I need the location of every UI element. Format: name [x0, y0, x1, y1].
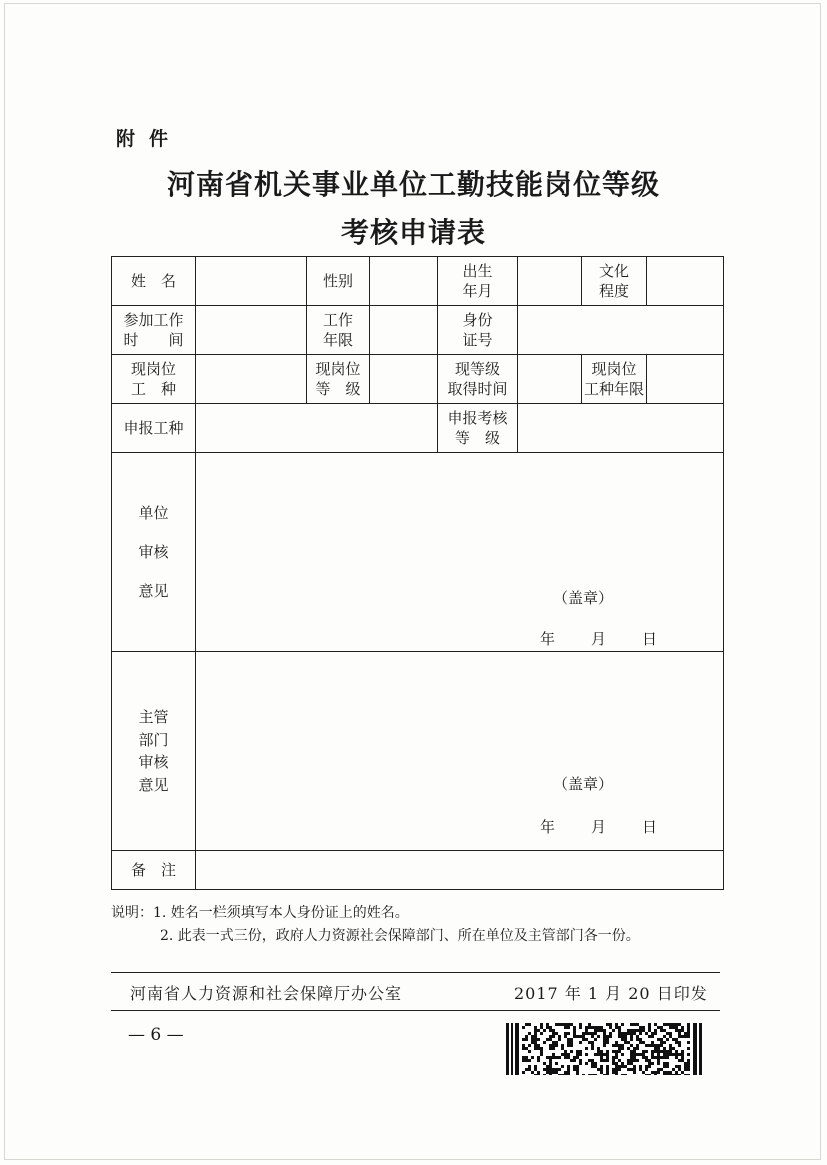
field-gender[interactable] [370, 257, 438, 306]
label-current-post-years: 现岗位 工种年限 [582, 355, 647, 404]
label-unit-opinion: 单位 审核 意见 [112, 453, 196, 652]
footer-print-date: 2017 年 1 月 20 日印发 [514, 984, 708, 1003]
unit-month-label: 月 [590, 630, 608, 648]
field-education[interactable] [647, 257, 724, 306]
footer-bottom-rule [111, 1010, 720, 1011]
dept-seal-label: （盖章） [552, 775, 613, 793]
label-gender: 性别 [307, 257, 370, 306]
dept-year-label: 年 [539, 818, 557, 836]
form-row-dept-opinion [112, 652, 724, 851]
form-row-remarks [112, 851, 724, 890]
label-name: 姓 名 [112, 257, 196, 306]
label-remarks: 备 注 [112, 851, 196, 890]
label-education: 文化 程度 [582, 257, 647, 306]
label-birth: 出生 年月 [438, 257, 518, 306]
dept-day-label: 日 [641, 818, 659, 836]
field-current-post-type[interactable] [196, 355, 307, 404]
unit-seal-label: （盖章） [552, 589, 613, 607]
field-current-post-level[interactable] [370, 355, 438, 404]
form-row-post [112, 355, 724, 404]
field-apply-type[interactable] [196, 404, 438, 453]
field-apply-level[interactable] [518, 404, 724, 453]
field-birth[interactable] [518, 257, 582, 306]
dept-month-label: 月 [590, 818, 608, 836]
document-title-line2: 考核申请表 [340, 216, 486, 249]
form-row-basic [112, 257, 724, 306]
label-apply-type: 申报工种 [112, 404, 196, 453]
label-level-obtained-time: 现等级 取得时间 [438, 355, 518, 404]
field-id-number[interactable] [518, 306, 724, 355]
label-id-number: 身份 证号 [438, 306, 518, 355]
form-row-work [112, 306, 724, 355]
form-row-apply [112, 404, 724, 453]
barcode-icon [506, 1023, 702, 1075]
label-current-post-type: 现岗位 工 种 [112, 355, 196, 404]
document-title-line1: 河南省机关事业单位工勤技能岗位等级 [166, 168, 660, 201]
unit-day-label: 日 [641, 630, 659, 648]
label-current-post-level: 现岗位 等 级 [307, 355, 370, 404]
label-apply-level: 申报考核 等 级 [438, 404, 518, 453]
dept-opinion-date [540, 817, 659, 837]
footer-top-rule [111, 972, 720, 973]
field-name[interactable] [196, 257, 307, 306]
field-current-post-years[interactable] [647, 355, 724, 404]
field-dept-opinion[interactable] [196, 652, 724, 851]
application-form-table [111, 256, 724, 890]
field-work-years[interactable] [370, 306, 438, 355]
field-level-obtained-time[interactable] [518, 355, 582, 404]
field-remarks[interactable] [196, 851, 724, 890]
note-line-1: 说明：1. 姓名一栏须填写本人身份证上的姓名。 [111, 905, 409, 921]
footer-issuer: 河南省人力资源和社会保障厅办公室 [130, 984, 403, 1003]
page-number: — 6 — [128, 1025, 184, 1045]
field-work-start[interactable] [196, 306, 307, 355]
label-dept-opinion: 主管 部门 审核 意见 [112, 652, 196, 851]
attachment-label: 附件 [116, 128, 183, 150]
form-row-unit-opinion [112, 453, 724, 652]
unit-year-label: 年 [539, 630, 557, 648]
label-work-years: 工作 年限 [307, 306, 370, 355]
note-line-2: 2. 此表一式三份，政府人力资源社会保障部门、所在单位及主管部门各一份。 [160, 928, 640, 944]
field-unit-opinion[interactable] [196, 453, 724, 652]
notes [111, 902, 640, 948]
unit-opinion-date [540, 629, 659, 649]
label-work-start: 参加工作 时 间 [112, 306, 196, 355]
